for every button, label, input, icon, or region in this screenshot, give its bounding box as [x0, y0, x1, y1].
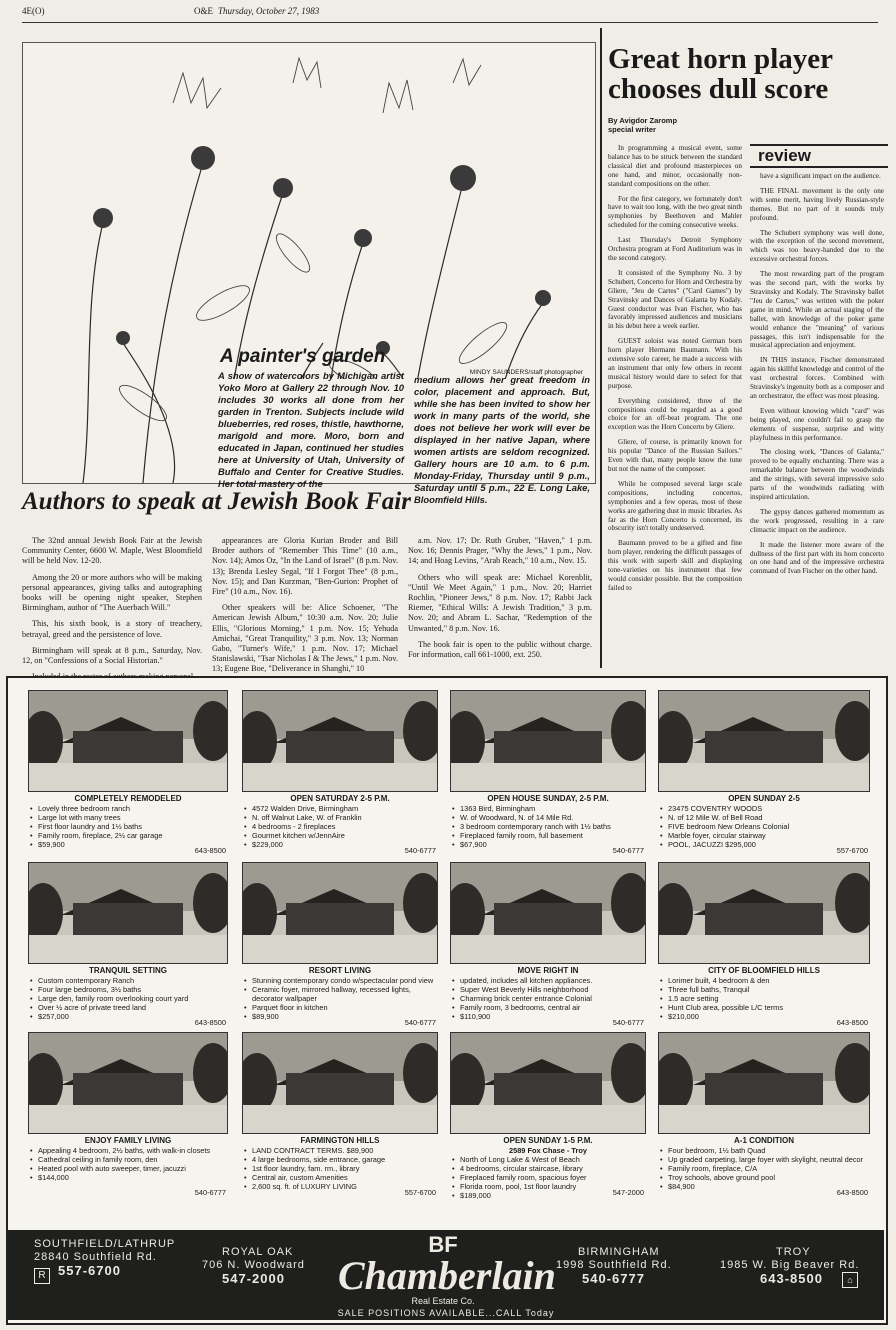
authors-col3 — [408, 536, 592, 666]
office-address: 28840 Southfield Rd. — [34, 1251, 157, 1263]
listing-feature: • 1st floor laundry, fam. rm., library — [252, 1164, 434, 1173]
listing-feature: • Three full baths, Tranquil — [668, 985, 866, 994]
review-a-p8: While he composed several large scale compositions, including concertos, symphonies and a few operas, most of these works are gathering dust in music libraries. As far as the Horn Concerto is concerned, its obscurity isn't totally undeserved. — [608, 479, 742, 533]
listing-photo — [658, 690, 870, 792]
review-a-p2: For the first category, we fortunately don't have to wait too long, with the two great ninth symphonies by Beethoven and Mahler scheduled for the coming consecutive weeks. — [608, 194, 742, 230]
listing-phone: 643-8500 — [194, 1018, 226, 1027]
listing-feature: • 23475 COVENTRY WOODS — [668, 804, 866, 813]
listing-phone: 643-8500 — [836, 1188, 868, 1197]
listing-feature: • Large lot with many trees — [38, 813, 224, 822]
listing-phone: 540-6777 — [404, 846, 436, 855]
authors-col3-p1: a.m. Nov. 17; Dr. Ruth Gruber, "Haven," 1 p.m. Nov. 16; Dennis Prager, "Why the Jews," 1 p.m., Nov. 14; and Hoag Levins, "Arab Reach," 10 a.m., Nov. 15. — [408, 536, 592, 566]
page-number: 4E(O) — [22, 6, 45, 16]
realtor-logo-icon: R — [34, 1268, 50, 1284]
listing-feature: • Fireplaced family room, spacious foyer — [460, 1173, 642, 1182]
listing-photo — [658, 862, 870, 964]
listing-feature: • POOL, JACUZZI $295,000 — [668, 840, 866, 849]
review-col-b — [750, 172, 884, 582]
listing-feature: • Heated pool with auto sweeper, timer, jacuzzi — [38, 1164, 224, 1173]
listing-feature: • Cathedral ceiling in family room, den — [38, 1155, 224, 1164]
authors-col1-p1: The 32nd annual Jewish Book Fair at the Jewish Community Center, 6600 W. Maple, West Bloomfield will be held Nov. 12-20. — [22, 536, 202, 566]
authors-col1-p2: Among the 20 or more authors who will be making personal appearances, giving talks and autographing books will be opening night speaker, Stephen Birmingham, author of "The Auerbach Will." — [22, 572, 202, 613]
office-address: 1998 Southfield Rd. — [556, 1259, 672, 1271]
office-city: SOUTHFIELD/LATHRUP — [34, 1238, 176, 1250]
listing-feature: • Custom contemporary Ranch — [38, 976, 224, 985]
listing-feature: • Up graded carpeting, large foyer with skylight, neutral decor — [668, 1155, 866, 1164]
listing-photo — [242, 690, 438, 792]
office-phone: 540-6777 — [582, 1271, 645, 1286]
listing-photo — [242, 862, 438, 964]
listing-phone: 557-6700 — [404, 1188, 436, 1197]
listing-feature: • Ceramic foyer, mirrored hallway, recessed lights, decorator wallpaper — [252, 985, 434, 1003]
listing-features — [450, 804, 642, 849]
listing-phone: 540-6777 — [404, 1018, 436, 1027]
listing-feature: • 1363 Bird, Birmingham — [460, 804, 642, 813]
listing-feature: • Lovely three bedroom ranch — [38, 804, 224, 813]
listing-feature: • 4 bedrooms, circular staircase, library — [460, 1164, 642, 1173]
listing-feature: • Appealing 4 bedroom, 2½ baths, with walk-in closets — [38, 1146, 224, 1155]
listing-card — [658, 1032, 870, 1198]
listing-card — [658, 690, 870, 856]
listing-feature: • updated, includes all kitchen appliances. — [460, 976, 642, 985]
office-phone: 547-2000 — [222, 1271, 285, 1286]
listing-phone: 540-6777 — [194, 1188, 226, 1197]
office-address: 1985 W. Big Beaver Rd. — [720, 1259, 860, 1271]
listing-card — [450, 690, 646, 856]
listing-title: RESORT LIVING — [308, 966, 372, 975]
byline-role: special writer — [608, 125, 656, 134]
listing-feature: • 4572 Walden Drive, Birmingham — [252, 804, 434, 813]
listing-feature: • Lorimer built, 4 bedroom & den — [668, 976, 866, 985]
header-rule — [22, 22, 878, 23]
review-b-p7: The closing work, "Dances of Galanta," proved to be equally enchanting. There was a remarkable balance between the woodwinds and the strings, with several impressive solo parts of the woodwinds radiating with inspired articulation. — [750, 448, 884, 501]
listing-card — [658, 862, 870, 1028]
listing-card — [242, 1032, 438, 1198]
equal-housing-icon: ⌂ — [842, 1272, 858, 1288]
listing-features — [242, 804, 434, 849]
office-troy — [720, 1246, 859, 1285]
listing-phone: 540-6777 — [612, 1018, 644, 1027]
office-city: BIRMINGHAM — [578, 1246, 660, 1258]
listing-feature: • 2,600 sq. ft. of LUXURY LIVING — [252, 1182, 434, 1191]
listing-feature: • 1.5 acre setting — [668, 994, 866, 1003]
review-b-p4: The most rewarding part of the program was the second part, with the works by Stravinsky and Kodaly. The Stravinsky ballet "Jeu de Cartes," was written with the poker game in mind. While an actual staging of the ballet, with knowledge of the poker game would enhance the "meaning" of various passages, this isn't indispensable for the musical appreciation and enjoyment. — [750, 270, 884, 350]
listing-feature: • First floor laundry and 1½ baths — [38, 822, 224, 831]
authors-col2 — [212, 536, 398, 681]
byline-author: By Avigdor Zaromp — [608, 116, 678, 125]
listing-feature: • LAND CONTRACT TERMS. $89,900 — [252, 1146, 434, 1155]
listing-title: COMPLETELY REMODELED — [74, 794, 182, 803]
listing-feature: • $210,000 — [668, 1012, 866, 1021]
listing-phone: 643-8500 — [836, 1018, 868, 1027]
authors-col1-p3: This, his sixth book, is a story of treachery, betrayal, greed and the persistence of love. — [22, 619, 202, 639]
listing-phone: 643-8500 — [194, 846, 226, 855]
listing-feature: • Four bedroom, 1½ bath Quad — [668, 1146, 866, 1155]
office-royal-oak — [202, 1246, 305, 1285]
listing-feature: • W. of Woodward, N. of 14 Mile Rd. — [460, 813, 642, 822]
listing-photo — [28, 1032, 228, 1134]
listing-features — [242, 1146, 434, 1191]
listing-photo — [450, 862, 646, 964]
listing-photo — [242, 1032, 438, 1134]
listing-feature: • Parquet floor in kitchen — [252, 1003, 434, 1012]
review-b-p8: The gypsy dances gathered momentum as the work progressed, resulting in a rare climactic impact on the audience. — [750, 507, 884, 534]
listing-feature: • Troy schools, above ground pool — [668, 1173, 866, 1182]
listing-phone: 557-6700 — [836, 846, 868, 855]
listing-photo — [450, 690, 646, 792]
listing-title: OPEN HOUSE SUNDAY, 2-5 P.M. — [487, 794, 609, 803]
brand-logo — [338, 1232, 556, 1307]
listing-feature: • Fireplaced family room, full basement — [460, 831, 642, 840]
review-b-p2: THE FINAL movement is the only one with some merit, having lively Russian-style themes. But no part of it sounds truly profound. — [750, 186, 884, 222]
section-name: O&E — [194, 6, 213, 16]
ad-footer — [8, 1230, 884, 1320]
listing-photo — [450, 1032, 646, 1134]
listing-features — [658, 804, 866, 849]
review-tag: review — [750, 144, 888, 168]
listing-feature: • Family room, fireplace, C/A — [668, 1164, 866, 1173]
listing-feature: • Central air, custom Amenities — [252, 1173, 434, 1182]
review-a-p3: Last Thursday's Detroit Symphony Orchestra program at Ford Auditorium was in the second category. — [608, 236, 742, 262]
office-city: TROY — [776, 1246, 811, 1258]
listing-feature: • Four large bedrooms, 3½ baths — [38, 985, 224, 994]
listing-feature: • 4 large bedrooms, side entrance, garage — [252, 1155, 434, 1164]
listing-feature: • $257,000 — [38, 1012, 224, 1021]
listing-card — [28, 1032, 228, 1198]
listing-feature: • Family room, 3 bedrooms, central air — [460, 1003, 642, 1012]
listing-phone: 547-2000 — [612, 1188, 644, 1197]
listing-title: CITY OF BLOOMFIELD HILLS — [708, 966, 820, 975]
listing-features — [658, 976, 866, 1021]
office-birmingham — [556, 1246, 672, 1285]
review-a-p9: Baumann proved to be a gifted and fine horn player, rendering the difficult passages of this work with superb skill and displaying tone-varieties on his instrument that few would consider possible. But the composition failed to — [608, 539, 742, 592]
listing-photo — [28, 690, 228, 792]
authors-col3-p3: The book fair is open to the public without charge. For information, call 661-1000, ext. 250. — [408, 639, 592, 660]
listing-feature: • Hunt Club area, possible L/C terms — [668, 1003, 866, 1012]
listing-feature: • $67,900 — [460, 840, 642, 849]
office-phone: 643-8500 — [760, 1271, 823, 1286]
painting-caption-col1: A show of watercolors by Michigan artist Yoko Moro at Gallery 22 through Nov. 10 includes 30 works all done from her garden in Trenton. Subjects include wild blueberries, red roses, thistle, hawthorne, marigold and more. Moro, born and educated in Japan, continued her studies here at University of Utah, University of Buffalo and Center for Creative Studies. Her total mastery of the — [218, 370, 404, 489]
listing-phone: 540-6777 — [612, 846, 644, 855]
listing-title: TRANQUIL SETTING — [88, 966, 168, 975]
brand-name: Chamberlain — [338, 1253, 556, 1298]
listing-feature: • $59,900 — [38, 840, 224, 849]
photo-credit: MINDY SAUNDERS/staff photographer — [469, 369, 583, 376]
painting-caption-col2: medium allows her great freedom in color, placement and approach. But, while she has been invited to show her work in many parts of the world, she does not believe her work will ever be displayed in her native Japan, where women artists are seldom recognized. Gallery hours are 10 a.m. to 6 p.m. Monday-Friday, Thursday until 9 p.m., Saturday until 5 p.m., 22 E. Long Lake, Bloomfield Hills. — [414, 374, 590, 505]
listing-title: OPEN SUNDAY 2-5 — [728, 794, 800, 803]
listing-feature: • Stunning contemporary condo w/spectacular pond view — [252, 976, 434, 985]
real-estate-ad — [6, 676, 888, 1325]
authors-col2-p2: Other speakers will be: Alice Schoener, "The American Jewish Album," 10:30 a.m. Nov. 20; Julie Ellis, "Glorious Morning," 1 p.m. Nov. 15; Yehuda Amichai, "Great Tranquility," 3 p.m. Nov. 13; Norman Gabo, "Turner's Wife," 1 p.m. Nov. 17; Michael Stanislawski, "Tsar Nicholas I & The Jews," 1 p.m. Nov. 13; Eugene Boe, "Deliverance in Shanghi," 10 — [212, 603, 398, 674]
byline — [608, 116, 677, 134]
review-column-rule — [600, 28, 602, 668]
office-southfield — [34, 1238, 175, 1277]
listing-card — [242, 690, 438, 856]
listing-address: 2589 Fox Chase - Troy — [508, 1146, 588, 1155]
issue-date: Thursday, October 27, 1983 — [218, 6, 320, 16]
painting-caption-title: A painter's garden — [220, 346, 386, 367]
listing-feature: • $144,000 — [38, 1173, 224, 1182]
authors-col2-p1: appearances are Gloria Kurian Broder and Bill Broder authors of "Remember This Time" (10 a.m., Nov. 14); Amos Oz, "In the Land of Israel" (8 p.m. Nov. 13); Brenda Lesley Segal, "If I Forgot Thee" (8 p.m., Nov. 15); and Dan Kurzman, "Ben-Gurion: Prophet of Fire" (10 a.m., Nov. 16). — [212, 536, 398, 597]
review-b-p1: have a significant impact on the audience. — [760, 172, 881, 180]
page-header — [22, 6, 876, 20]
listing-feature: • FIVE bedroom New Orleans Colonial — [668, 822, 866, 831]
listing-feature: • Over ½ acre of private treed land — [38, 1003, 224, 1012]
brand-subtitle: Real Estate Co. — [411, 1296, 475, 1306]
listing-feature: • North of Long Lake & West of Beach — [460, 1155, 642, 1164]
authors-headline: Authors to speak at Jewish Book Fair — [22, 488, 411, 515]
listing-card — [450, 862, 646, 1028]
listing-feature: • N. off Walnut Lake, W. of Franklin — [252, 813, 434, 822]
listing-feature: • Family room, fireplace, 2½ car garage — [38, 831, 224, 840]
review-b-p3: The Schubert symphony was well done, with the exception of the second movement, which was too heavy-handed due to the excessive orchestral forces. — [750, 228, 884, 264]
review-b-p5: IN THIS instance, Fischer demonstrated again his skillful knowledge and control of the vast orchestral forces. Combined with Stravinsky's ingenuity both as a composer and an orchestrator, the effect was most pleasing. — [750, 356, 884, 400]
listing-feature: • Charming brick center entrance Colonial — [460, 994, 642, 1003]
brand-initials: BF — [428, 1232, 458, 1257]
listing-title: OPEN SATURDAY 2-5 P.M. — [290, 794, 390, 803]
listing-features — [242, 976, 434, 1021]
listing-title: A-1 CONDITION — [734, 1136, 794, 1145]
listing-feature: • $89,900 — [252, 1012, 434, 1021]
listing-title: ENJOY FAMILY LIVING — [84, 1136, 172, 1145]
authors-col1 — [22, 536, 202, 688]
listing-feature: • Super West Beverly Hills neighborhood — [460, 985, 642, 994]
listing-features — [28, 976, 224, 1021]
review-col-a — [608, 144, 742, 599]
listing-feature: • Marble foyer, circular stairway — [668, 831, 866, 840]
review-a-p1: In programming a musical event, some balance has to be struck between the standard classical diet and profound masterpieces on one hand, and minor, occasionally non-standard compositions on the other. — [608, 144, 742, 188]
authors-col1-p4: Birmingham will speak at 8 p.m., Saturday, Nov. 12, on "Confessions of a Social Historian." — [22, 645, 202, 666]
listing-card — [28, 862, 228, 1028]
authors-col3-p2: Others who will speak are: Michael Korenblit, "Until We Meet Again," 1 p.m., Nov. 20; Harriet Rochlin, "Pioneer Jews," 8 p.m. Nov. 17; Rabbi Jack Riemer, "Ethical Wills: A Jewish Tradition," 3 p.m. Nov. 20; and Abram L. Sachar, "Redemption of the Unwanted," 8 p.m. Nov. 16. — [408, 572, 592, 633]
review-a-p4: It consisted of the Symphony No. 3 by Schubert, Concerto for Horn and Orchestra by Gliere, "Jeu de Cartes" ("Card Games") by Stravinsky and Dances of Galanta by Kodaly. Guest conductor was Ivan Fischer, who has favorably impressed audiences and musicians in his debut here a week earlier. — [608, 268, 742, 331]
office-address: 706 N. Woodward — [202, 1259, 305, 1271]
review-b-p6: Even without knowing which "card" was being played, one couldn't fail to grasp the elements of suspense, surprise and witty playfulness in this performance. — [750, 406, 884, 442]
review-b-p9: It made the listener more aware of the dullness of the first part with its horn concerto on one hand and of the impressive orchestra command of Ivan Fischer on the other hand. — [750, 540, 884, 576]
listing-photo — [28, 862, 228, 964]
listing-feature: • Gourmet kitchen w/JennAire — [252, 831, 434, 840]
listing-card — [28, 690, 228, 856]
listing-feature: • $110,900 — [460, 1012, 642, 1021]
listing-feature: • 3 bedroom contemporary ranch with 1½ baths — [460, 822, 642, 831]
listing-features — [658, 1146, 866, 1191]
listing-feature: • N. of 12 Mile W. of Bell Road — [668, 813, 866, 822]
listing-card — [450, 1032, 646, 1198]
listing-features — [28, 1146, 224, 1182]
listing-feature: • $229,000 — [252, 840, 434, 849]
review-a-p5: GUEST soloist was noted German born horn player Hermann Baumann. With his extensive solo career, he made a success with an instrument that only few others in recent musical history would dare to select for that purpose. — [608, 337, 742, 390]
horn-headline: Great horn player chooses dull score — [608, 43, 833, 105]
listing-features — [450, 976, 642, 1021]
listing-feature: • Large den, family room overlooking court yard — [38, 994, 224, 1003]
review-a-p6: Everything considered, three of the compositions could be regarded as a good choice for an off-beat program. The one exception was the Horn Concerto by Gliere. — [608, 396, 742, 432]
ad-tagline: SALE POSITIONS AVAILABLE...CALL Today — [337, 1308, 555, 1318]
listing-feature: • 4 bedrooms - 2 fireplaces — [252, 822, 434, 831]
listing-feature: • $189,000 — [460, 1191, 642, 1200]
listing-card — [242, 862, 438, 1028]
office-city: ROYAL OAK — [222, 1246, 294, 1258]
listing-feature: • Florida room, pool, 1st floor laundry — [460, 1182, 642, 1191]
listing-title: MOVE RIGHT IN — [517, 966, 579, 975]
review-a-p7: Gliere, of course, is primarily known for his popular "Dance of the Russian Sailors." Even with that, many people know the tune but not the name of the composer. — [608, 438, 742, 473]
listing-feature: • $84,900 — [668, 1182, 866, 1191]
listing-title: OPEN SUNDAY 1-5 P.M. — [503, 1136, 593, 1145]
office-phone: 557-6700 — [58, 1263, 121, 1278]
listing-title: FARMINGTON HILLS — [300, 1136, 380, 1145]
listing-features — [28, 804, 224, 849]
listing-photo — [658, 1032, 870, 1134]
